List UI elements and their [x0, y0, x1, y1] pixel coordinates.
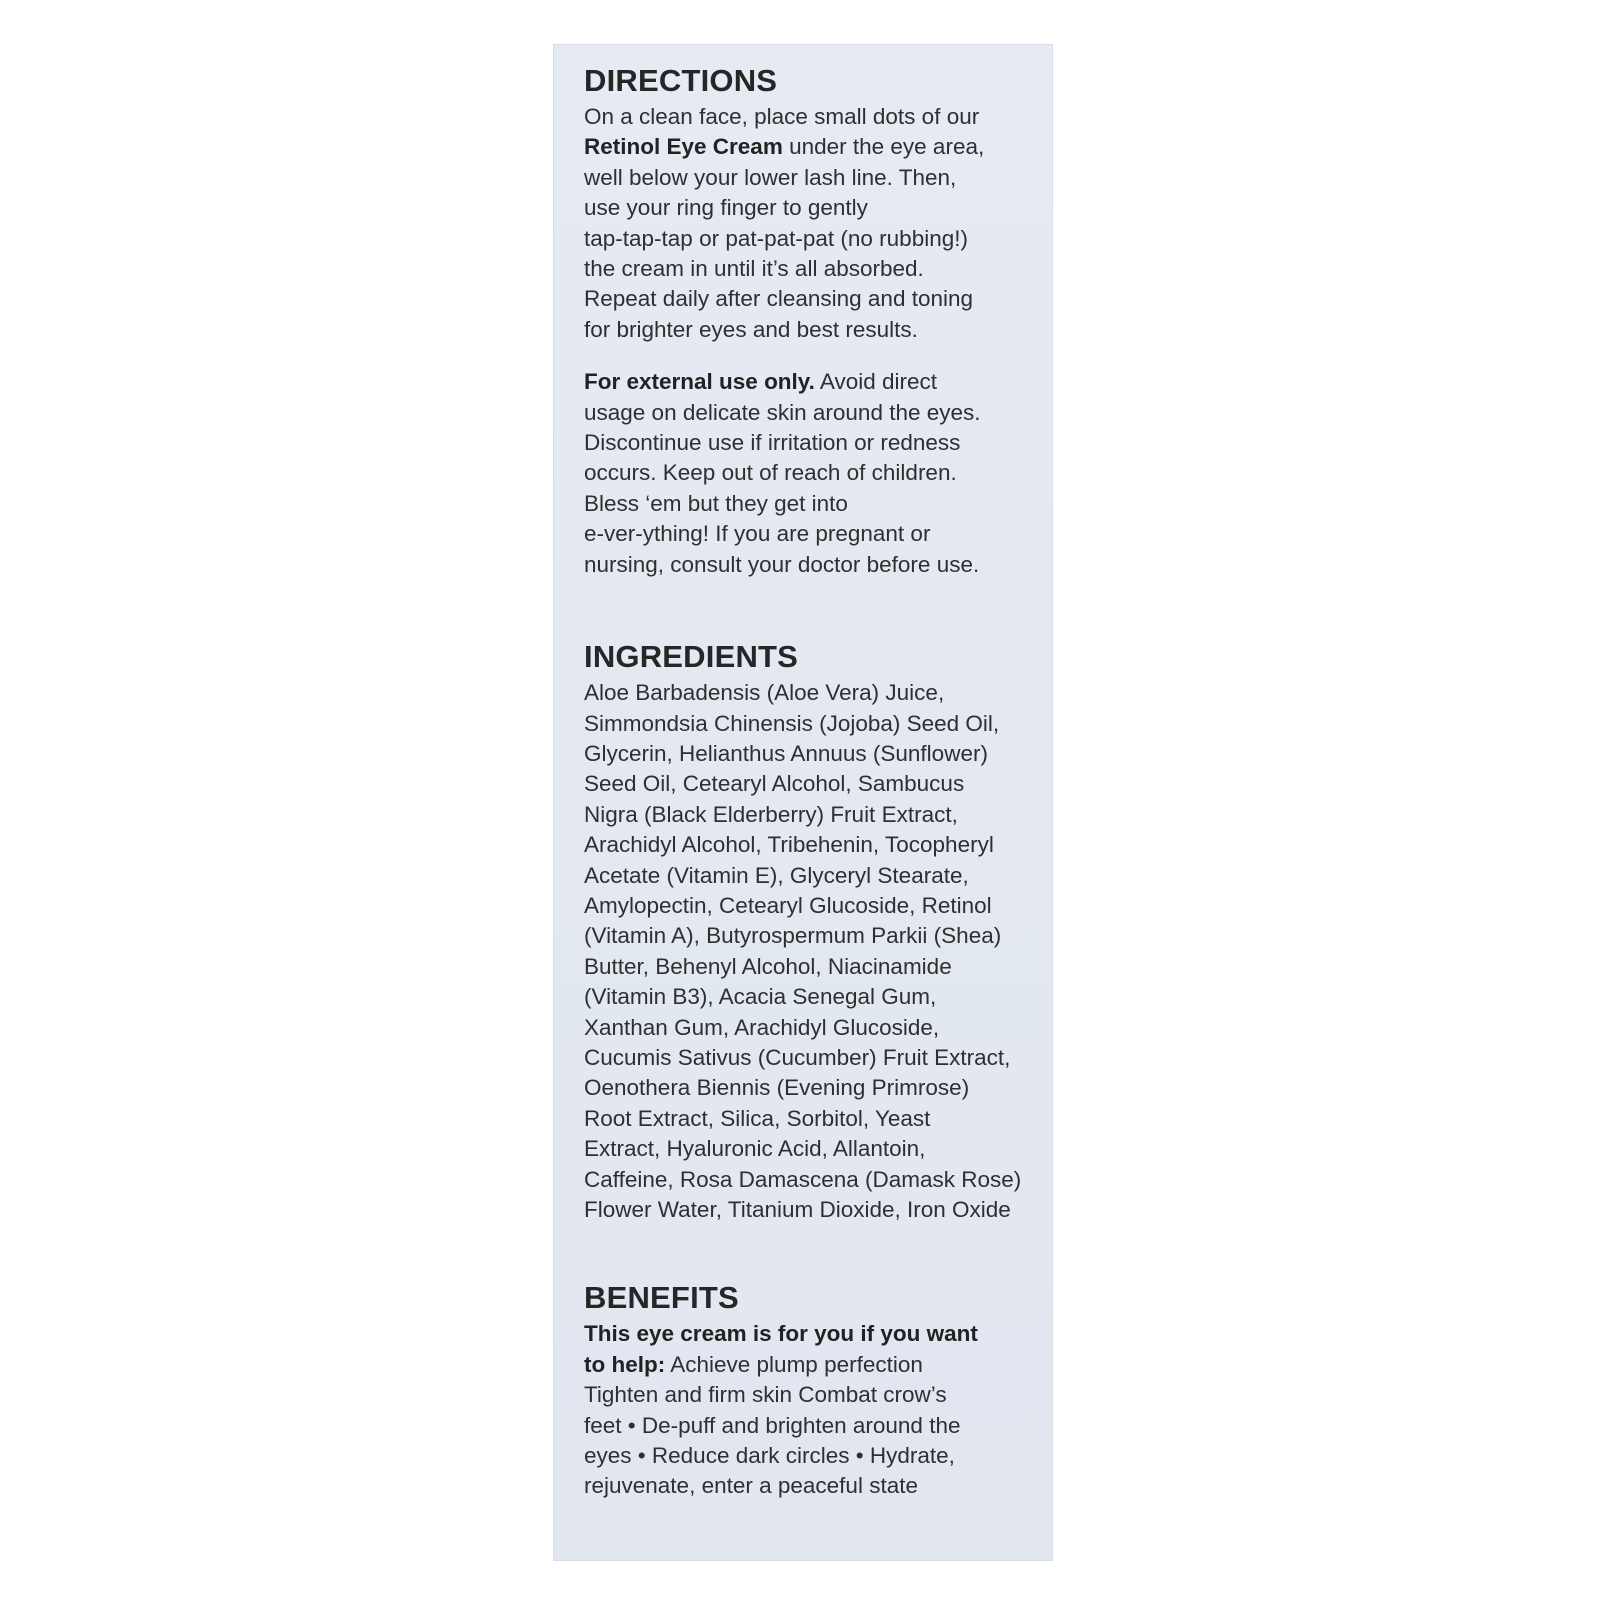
- ingredients-heading: INGREDIENTS: [584, 639, 799, 675]
- text-run: for brighter eyes and best results.: [584, 316, 918, 342]
- text-run: feet • De-puff and brighten around the: [584, 1412, 961, 1438]
- text-line: Cucumis Sativus (Cucumber) Fruit Extract,: [584, 1044, 1011, 1070]
- text-line: [584, 132, 1044, 162]
- text-run: use your ring finger to gently: [584, 195, 868, 221]
- text-run: usage on delicate skin around the eyes.: [584, 399, 981, 425]
- text-line: Nigra (Black Elderberry) Fruit Extract,: [584, 801, 958, 827]
- text-line: Butter, Behenyl Alcohol, Niacinamide: [584, 953, 952, 979]
- text-run: occurs. Keep out of reach of children.: [584, 460, 957, 486]
- text-line: [584, 284, 1044, 314]
- text-line: [584, 1411, 1044, 1441]
- text-run: Achieve plump perfection: [665, 1351, 923, 1377]
- text-line: Aloe Barbadensis (Aloe Vera) Juice,: [584, 680, 945, 706]
- text-line: [584, 550, 1044, 580]
- text-line: [584, 367, 1044, 397]
- text-line: Acetate (Vitamin E), Glyceryl Stearate,: [584, 862, 969, 888]
- text-line: Extract, Hyaluronic Acid, Allantoin,: [584, 1136, 926, 1162]
- text-run: e-ver-ything! If you are pregnant or: [584, 521, 931, 547]
- text-line: Simmondsia Chinensis (Jojoba) Seed Oil,: [584, 710, 1000, 736]
- text-line: Xanthan Gum, Arachidyl Glucoside,: [584, 1014, 940, 1040]
- text-line: [584, 1350, 1044, 1380]
- text-run: Discontinue use if irritation or redness: [584, 430, 961, 456]
- text-line: (Vitamin A), Butyrospermum Parkii (Shea): [584, 923, 1002, 949]
- benefits-heading: BENEFITS: [584, 1280, 739, 1316]
- text-line: [584, 398, 1044, 428]
- text-line: [584, 254, 1044, 284]
- text-line: Glycerin, Helianthus Annuus (Sunflower): [584, 740, 988, 766]
- text-run: eyes • Reduce dark circles • Hydrate,: [584, 1443, 955, 1469]
- bold-text-run: For external use only.: [584, 369, 815, 395]
- text-line: (Vitamin B3), Acacia Senegal Gum,: [584, 984, 937, 1010]
- text-run: rejuvenate, enter a peaceful state: [584, 1473, 918, 1499]
- text-line: Caffeine, Rosa Damascena (Damask Rose): [584, 1166, 1022, 1192]
- text-run: Tighten and firm skin Combat crow’s: [584, 1382, 947, 1408]
- bold-text-run: This eye cream is for you if you want: [584, 1321, 978, 1347]
- ingredients-list-text: [584, 678, 1044, 1225]
- text-line: [584, 193, 1044, 223]
- text-line: [584, 519, 1044, 549]
- text-line: [584, 102, 1044, 132]
- text-line: [584, 1319, 1044, 1349]
- text-run: the cream in until it’s all absorbed.: [584, 256, 924, 282]
- text-line: [584, 224, 1044, 254]
- text-line: [584, 1441, 1044, 1471]
- text-line: [584, 1380, 1044, 1410]
- text-run: On a clean face, place small dots of our: [584, 104, 980, 129]
- spacer: [584, 1225, 1044, 1279]
- text-line: [584, 489, 1044, 519]
- spacer: [584, 580, 1044, 638]
- text-run: under the eye area,: [782, 134, 985, 160]
- directions-heading: DIRECTIONS: [584, 63, 778, 98]
- text-line: Arachidyl Alcohol, Tribehenin, Tocopheryl: [584, 832, 994, 858]
- text-line: Oenothera Biennis (Evening Primrose): [584, 1075, 970, 1101]
- text-run: Bless ‘em but they get into: [584, 490, 848, 516]
- benefits-text: [584, 1319, 1044, 1501]
- text-run: Avoid direct: [814, 369, 938, 395]
- text-run: tap-tap-tap or pat-pat-pat (no rubbing!): [584, 225, 968, 251]
- text-run: well below your lower lash line. Then,: [584, 164, 957, 190]
- panel-content: [584, 62, 1044, 1502]
- directions-usage-text: [584, 102, 1044, 345]
- spacer: [584, 345, 1044, 365]
- text-line: Flower Water, Titanium Dioxide, Iron Oxide: [584, 1197, 1011, 1222]
- text-line: Root Extract, Silica, Sorbitol, Yeast: [584, 1105, 931, 1131]
- text-line: [584, 315, 1044, 345]
- text-line: Seed Oil, Cetearyl Alcohol, Sambucus: [584, 771, 965, 797]
- directions-warning-text: [584, 367, 1044, 580]
- text-line: [584, 458, 1044, 488]
- product-box-side-panel: [553, 44, 1053, 1561]
- text-run: Repeat daily after cleansing and toning: [584, 286, 974, 312]
- bold-text-run: Retinol Eye Cream: [584, 134, 783, 160]
- text-line: Amylopectin, Cetearyl Glucoside, Retinol: [584, 892, 992, 918]
- text-line: [584, 163, 1044, 193]
- text-line: [584, 1471, 1044, 1501]
- bold-text-run: to help:: [584, 1351, 666, 1377]
- text-run: nursing, consult your doctor before use.: [584, 551, 980, 577]
- text-line: [584, 428, 1044, 458]
